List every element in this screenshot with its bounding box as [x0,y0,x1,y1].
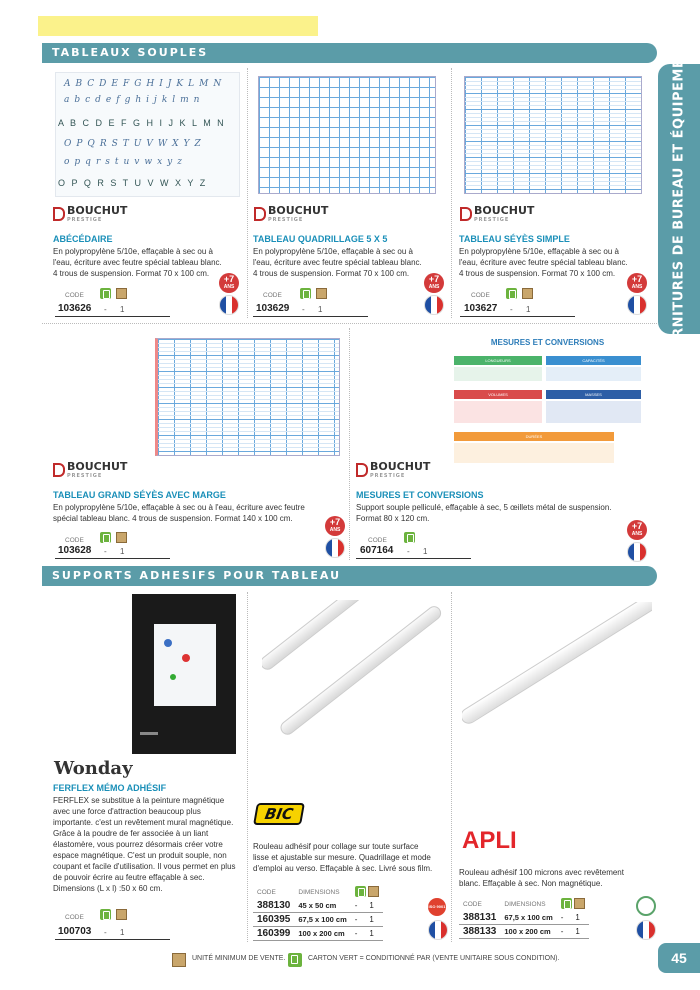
green-carton-icon [100,288,111,299]
top-highlight-bar [38,16,318,36]
eco-label-icon [636,896,656,916]
product-description: Rouleau adhésif 100 microns avec revêtement blanc. Effaçable à sec. Non magnétique. [459,868,624,888]
code-label: CODE [368,537,387,544]
code-label: CODE [65,292,84,299]
code-dash: - [104,547,107,556]
column-separator [451,68,452,318]
green-carton-icon [300,288,311,299]
apli-roll-image [462,602,652,732]
french-flag-icon [325,538,345,558]
product-description: Rouleau adhésif pour collage sur toute surface lisse et ajustable sur mesure. Quadrillage et mode d'emploi au verso. Effaçable à sec. Livré sous film. [253,842,433,873]
row-dash: - [557,911,572,925]
quadrillage-image [258,76,436,194]
unit-box-icon [574,898,585,909]
code-underline [55,558,170,559]
page-number: 45 [658,943,700,973]
table-row [459,911,589,925]
code-header: CODE [257,889,276,896]
age-badge: +7 ANS [627,520,647,540]
abecedaire-cursive-upper: ABCDEFGHIJKLMN [64,79,227,89]
row-dash: - [351,927,366,941]
row-dash: - [557,925,572,939]
code-dash: - [302,305,305,314]
row-code: 160399 [253,927,294,941]
side-category-tab [658,28,700,370]
section-title-supports-adhesifs: SUPPORTS ADHESIFS POUR TABLEAU [42,566,657,586]
column-separator [247,68,248,318]
row-dash: - [351,913,366,927]
poster-table [454,367,542,381]
code-qty: 1 [120,547,125,556]
poster-col-volumes: VOLUMES [454,390,542,399]
row-dimensions: 67,5 x 100 cm [500,911,556,925]
dimensions-header: DIMENSIONS [298,889,340,896]
row-code: 388131 [459,911,500,925]
code-underline [356,558,471,559]
code-underline [460,316,575,317]
table-row [459,925,589,939]
age-badge: +7 ANS [325,516,345,536]
french-flag-icon [219,295,239,315]
bic-roll [278,603,442,737]
unit-box-icon [116,532,127,543]
code-qty: 1 [120,928,125,937]
table-row [253,927,383,941]
ferflex-board [154,624,216,706]
french-flag-icon [636,920,656,940]
row-qty: 1 [365,927,382,941]
product-description: En polypropylène 5/10e, effaçable à sec ou à l'eau, écriture avec feutre spécial tableau blanc. 4 trous de suspension. Format 70 x 100 cm. [53,247,222,278]
row-dimensions: 45 x 50 cm [294,899,350,913]
green-carton-icon [100,909,111,920]
row-code: 160395 [253,913,294,927]
green-carton-icon [100,532,111,543]
product-description: Support souple pelliculé, effaçable à sec, 5 œillets métal de suspension. Format 80 x 120 cm. [356,503,612,523]
green-carton-icon [506,288,517,299]
poster-col-longueurs: LONGUEURS [454,356,542,365]
green-carton-icon [561,898,572,909]
code-label: CODE [65,914,84,921]
bouchut-logo: BOUCHUT PRESTIGE [53,460,127,479]
ferflex-image [132,594,236,754]
poster-table [546,367,641,381]
row-separator [42,323,657,324]
code-dash: - [104,928,107,937]
product-description: En polypropylène 5/10e, effaçable à sec ou à l'eau, écriture avec feutre spécial tableau blanc. 4 trous de suspension. Format 140 x 100 cm. [53,503,305,523]
product-title: TABLEAU GRAND SÉYÈS AVEC MARGE [53,490,226,500]
product-description: En polypropylène 5/10e, effaçable à sec ou à l'eau, écriture avec feutre spécial tableau blanc. 4 trous de suspension. Format 70 x 100 cm. [459,247,628,278]
code-qty: 1 [120,305,125,314]
age-badge: +7 ANS [627,273,647,293]
french-flag-icon [627,542,647,562]
french-flag-icon [424,295,444,315]
product-code: 103628 [58,545,92,556]
poster-col-masses: MASSES [546,390,641,399]
poster-table [454,443,614,463]
green-carton-icon [404,532,415,543]
mesures-poster-image [450,336,645,468]
row-qty: 1 [365,899,382,913]
unit-box-icon [316,288,327,299]
abecedaire-image [55,72,240,197]
code-label: CODE [65,537,84,544]
product-title: TABLEAU QUADRILLAGE 5 X 5 [253,234,388,244]
section-title-tableaux-souples: TABLEAUX SOUPLES [42,43,657,63]
french-flag-icon [627,295,647,315]
footer-legend-unit: UNITÉ MINIMUM DE VENTE. [192,955,286,962]
product-code: 103627 [464,303,498,314]
code-label: CODE [471,292,490,299]
unit-box-icon [172,953,186,967]
code-underline [55,316,170,317]
bic-rolls-image [262,600,442,740]
poster-col-capacites: CAPACITÉS [546,356,641,365]
poster-title: MESURES ET CONVERSIONS [490,338,605,347]
abecedaire-cursive-upper-2: OPQRSTUVWXYZ [64,139,206,149]
seyes-simple-image [464,76,642,194]
code-label: CODE [263,292,282,299]
bouchut-logo: BOUCHUT PRESTIGE [356,460,430,479]
row-dimensions: 100 x 200 cm [500,925,556,939]
product-description: En polypropylène 5/10e, effaçable à sec ou à l'eau, écriture avec feutre spécial tableau blanc. 4 trous de suspension. Format 70 x 100 cm. [253,247,422,278]
french-flag-icon [428,920,448,940]
dimensions-header: DIMENSIONS [504,901,546,908]
product-description: FERFLEX se substitue à la peinture magnétique avec une force d'attraction beaucoup plus importante. c'est un revêtement mural magnétique. Grâce à la poudre de fer associée à un liant élastomère, vous pourrez désormais créer votre espace magnétique. C'est un produit souple, non coupant et facile d'utilisation. Il vous permet en plus de pouvoir écrire au feutre effaçable à sec. Dimensions (L x l) :50 x 60 cm. [53,796,236,893]
row-qty: 1 [365,913,382,927]
column-separator [451,592,452,942]
grand-seyes-image [155,338,340,456]
bic-logo: BIC [255,803,303,825]
row-dash: - [351,899,366,913]
footer-legend-carton: CARTON VERT = CONDITIONNÉ PAR (VENTE UNITAIRE SOUS CONDITION). [308,955,560,962]
code-qty: 1 [526,305,531,314]
bouchut-logo: BOUCHUT PRESTIGE [460,204,534,223]
apli-roll [462,602,652,727]
abecedaire-cursive-lower: abcdefghijklmn [64,95,205,105]
product-title: FERFLEX MÉMO ADHÉSIF [53,783,167,793]
table-row [253,899,383,913]
code-underline [55,939,170,940]
green-carton-icon [288,953,302,967]
age-badge: +7 ANS [424,273,444,293]
poster-table [546,401,641,423]
product-title: TABLEAU SÉYÈS SIMPLE [459,234,570,244]
code-underline [253,316,368,317]
product-code: 103626 [58,303,92,314]
bic-codes-table [253,886,383,941]
product-code: 100703 [58,926,92,937]
code-qty: 1 [318,305,323,314]
apli-codes-table [459,898,589,939]
column-separator [349,328,350,560]
poster-table [454,401,542,423]
table-row [253,913,383,927]
unit-box-icon [368,886,379,897]
abecedaire-print-upper: A B C D E F G H I J K L M N [58,118,226,128]
row-code: 388130 [253,899,294,913]
code-dash: - [407,547,410,556]
poster-col-durees: DURÉES [454,432,614,441]
bouchut-logo: BOUCHUT PRESTIGE [254,204,328,223]
row-qty: 1 [571,911,588,925]
unit-box-icon [116,909,127,920]
unit-box-icon [522,288,533,299]
row-dimensions: 67,5 x 100 cm [294,913,350,927]
product-title: ABÉCÉDAIRE [53,234,113,244]
wonday-logo: Wonday [54,758,133,779]
unit-box-icon [116,288,127,299]
code-header: CODE [463,901,482,908]
green-carton-icon [355,886,366,897]
abecedaire-cursive-lower-2: opqrstuvwxyz [64,157,187,167]
code-qty: 1 [423,547,428,556]
product-code: 103629 [256,303,290,314]
product-title: MESURES ET CONVERSIONS [356,490,484,500]
row-qty: 1 [571,925,588,939]
column-separator [247,592,248,942]
apli-logo: APLI [462,827,517,854]
row-code: 388133 [459,925,500,939]
age-badge: +7 ANS [219,273,239,293]
code-dash: - [104,305,107,314]
product-code: 607164 [360,545,394,556]
abecedaire-print-upper-2: O P Q R S T U V W X Y Z [58,178,208,188]
row-dimensions: 100 x 200 cm [294,927,350,941]
side-category-label: FOURNITURES DE BUREAU ET ÉQUIPEMENTS [671,28,687,370]
iso-badge: ISO 9001 [428,898,446,916]
bouchut-logo: BOUCHUT PRESTIGE [53,204,127,223]
code-dash: - [510,305,513,314]
